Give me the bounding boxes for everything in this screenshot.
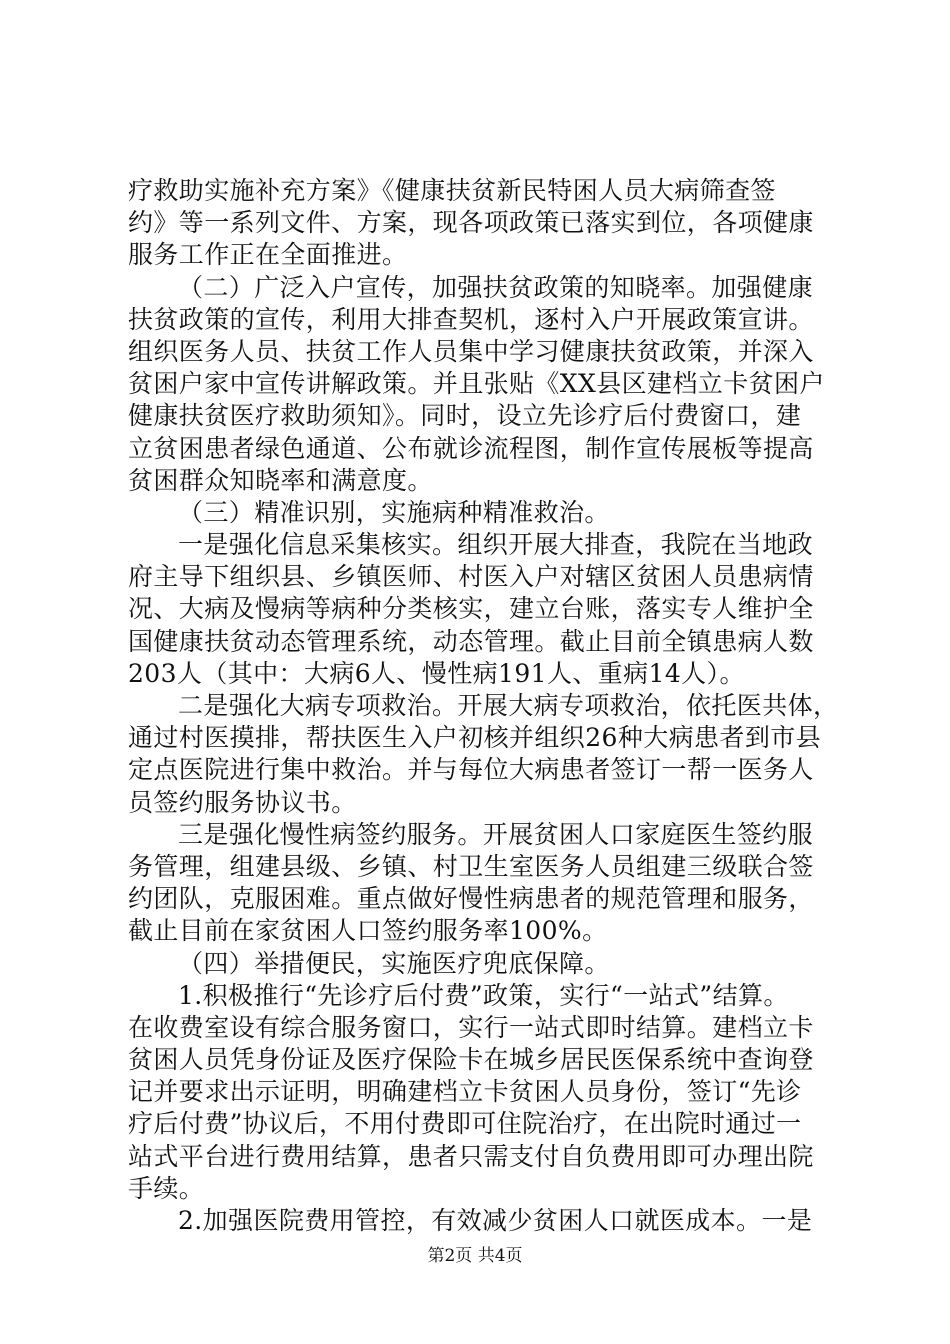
text-line: （四）举措便民，实施医疗兜底保障。 — [178, 948, 610, 978]
text-line: （二）广泛入户宣传，加强扶贫政策的知晓率。加强健康 — [178, 272, 814, 302]
text-line: （三）精准识别，实施病种精准救治。 — [178, 497, 610, 527]
text-line: 疗救助实施补充方案》《健康扶贫新民特困人员大病筛查签 — [128, 176, 776, 205]
text-line: 务管理，组建县级、乡镇、村卫生室医务人员组建三级联合签 — [128, 851, 814, 881]
document-body — [128, 175, 839, 1237]
page-footer: 第2页 共4页 — [427, 1246, 523, 1266]
text-line: 贫困人员凭身份证及医疗保险卡在城乡居民医保系统中查询登 — [128, 1045, 814, 1075]
text-line: 手续。 — [128, 1173, 205, 1203]
text-line: 一是强化信息采集核实。组织开展大排查，我院在当地政 — [178, 530, 814, 560]
text-line: 贫困户家中宣传讲解政策。并且张贴《XX县区建档立卡贫困户 — [128, 369, 825, 399]
text-line: 扶贫政策的宣传，利用大排查契机，逐村入户开展政策宣讲。 — [128, 304, 814, 334]
text-line: 组织医务人员、扶贫工作人员集中学习健康扶贫政策，并深入 — [128, 336, 814, 366]
text-line: 府主导下组织县、乡镇医师、村医入户对辖区贫困人员患病情 — [128, 562, 814, 592]
text-line: 约》等一系列文件、方案，现各项政策已落实到位，各项健康 — [128, 208, 814, 238]
text-line: 况、大病及慢病等病种分类核实，建立台账，落实专人维护全 — [128, 594, 814, 624]
text-line: 1.积极推行“先诊疗后付费”政策，实行“一站式”结算。 — [178, 980, 789, 1010]
text-line: 约团队，克服困难。重点做好慢性病患者的规范管理和服务， — [128, 884, 814, 914]
text-line: 203人（其中：大病6人、慢性病191人、重病14人）。 — [128, 658, 745, 688]
text-line: 在收费室设有综合服务窗口，实行一站式即时结算。建档立卡 — [128, 1012, 814, 1042]
text-line: 截止目前在家贫困人口签约服务率100%。 — [128, 916, 608, 946]
text-line: 服务工作正在全面推进。 — [128, 240, 408, 270]
text-line: 记并要求出示证明，明确建档立卡贫困人员身份，签订“先诊 — [128, 1077, 802, 1107]
text-line: 贫困群众知晓率和满意度。 — [128, 465, 433, 495]
text-line: 通过村医摸排，帮扶医生入户初核并组织26种大病患者到市县 — [128, 723, 822, 753]
text-line: 二是强化大病专项救治。开展大病专项救治，依托医共体， — [178, 691, 839, 720]
text-line: 疗后付费”协议后，不用付费即可住院治疗，在出院时通过一 — [128, 1109, 802, 1139]
text-line: 站式平台进行费用结算，患者只需支付自负费用即可办理出院 — [128, 1141, 814, 1171]
text-line: 员签约服务协议书。 — [128, 787, 357, 817]
text-line: 立贫困患者绿色通道、公布就诊流程图，制作宣传展板等提高 — [128, 433, 814, 463]
text-line: 三是强化慢性病签约服务。开展贫困人口家庭医生签约服 — [178, 819, 814, 849]
text-line: 健康扶贫医疗救助须知》。同时，设立先诊疗后付费窗口，建 — [128, 401, 802, 431]
text-line: 定点医院进行集中救治。并与每位大病患者签订一帮一医务人 — [128, 755, 814, 785]
text-line: 2.加强医院费用管控，有效减少贫困人口就医成本。一是 — [178, 1206, 813, 1235]
text-line: 国健康扶贫动态管理系统，动态管理。截止目前全镇患病人数 — [128, 626, 814, 656]
